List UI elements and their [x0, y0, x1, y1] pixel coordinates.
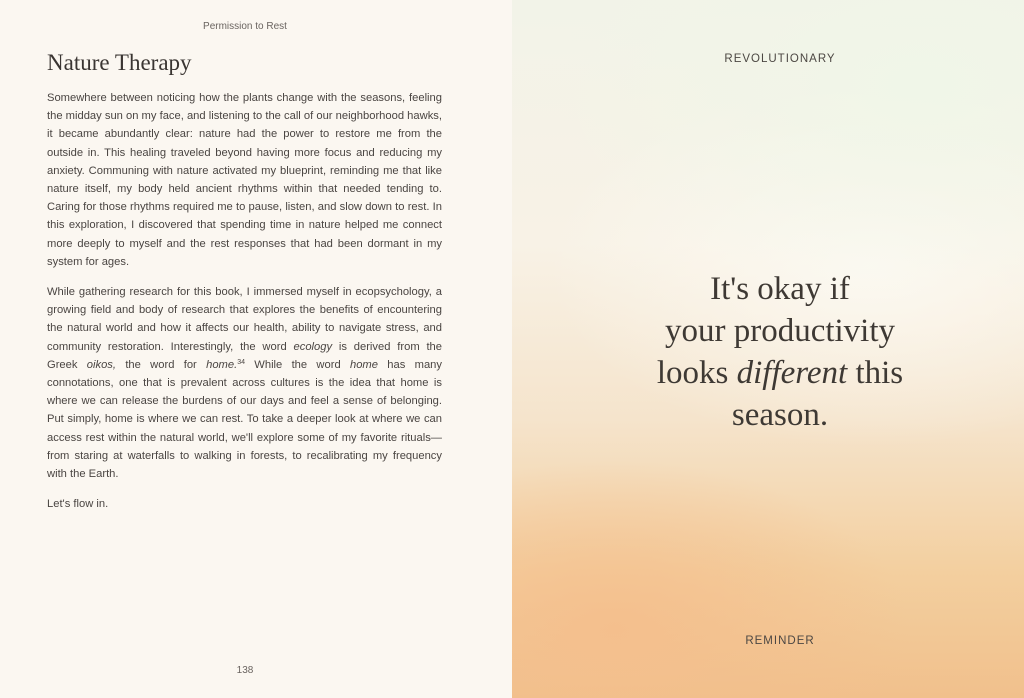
paragraph-2-part-3: the word for	[116, 358, 207, 371]
italic-oikos: oikos,	[86, 358, 117, 371]
chapter-title: Nature Therapy	[47, 50, 192, 75]
italic-ecology: ecology	[293, 340, 333, 353]
quote-line-3-after: this	[847, 355, 904, 391]
body-text	[47, 89, 442, 525]
quote-line-4: season.	[731, 397, 829, 433]
right-page	[512, 0, 1024, 698]
paragraph-2-part-1: While gathering research for this book, I immersed myself in ecopsychology, a growing field and body of research that explores the benefits of encountering the natural world and how it affects our health, ability to navigate stress, and community restoration. Interestingly, the word	[47, 286, 442, 353]
running-head: Permission to Rest	[203, 21, 287, 32]
label-reminder: REMINDER	[745, 635, 815, 647]
paragraph-2-part-5: has many connotations, one that is prevalent across cultures is the idea that home is where we can release the burdens of our days and feel a sense of belonging. Put simply, home is where we can rest. To take a deeper look at where we can access rest within the natural world, we'll explore some of my favorite rituals—from staring at waterfalls to walking in forests, to recalibrating my frequency with the Earth.	[47, 358, 442, 481]
page-number: 138	[236, 665, 254, 676]
paragraph-3: Let's flow in.	[47, 498, 109, 511]
quote-line-3	[624, 352, 936, 394]
italic-home-2: home	[349, 358, 378, 371]
paragraph-1: Somewhere between noticing how the plants change with the seasons, feeling the midday sun on my face, and listening to the call of our neighborhood hawks, it became abundantly clear: nature had the power to restore me from the outside in. This healing traveled beyond having more focus and reducing my anxiety. Communing with nature activated my blueprint, reminding me that like nature itself, my body held ancient rhythms within that needed tending to. Caring for those rhythms required me to pause, listen, and slow down to rest. In this exploration, I discovered that spending time in nature helped me connect more deeply to myself and the rest responses that had been dormant in my system for ages.	[47, 92, 442, 268]
quote	[624, 268, 936, 436]
paragraph-2-part-4: While the word	[244, 358, 350, 371]
paragraph-2-part-2: is derived from the Greek	[47, 340, 442, 371]
footnote-marker: 34	[237, 358, 245, 366]
label-revolutionary: REVOLUTIONARY	[724, 53, 836, 65]
italic-home: home.	[206, 358, 238, 371]
quote-line-1: It's okay if	[710, 271, 850, 307]
quote-line-2: your productivity	[664, 313, 896, 349]
quote-italic-different: different	[736, 355, 848, 391]
paragraph-2	[47, 283, 442, 483]
quote-line-3-before: looks	[656, 355, 737, 391]
